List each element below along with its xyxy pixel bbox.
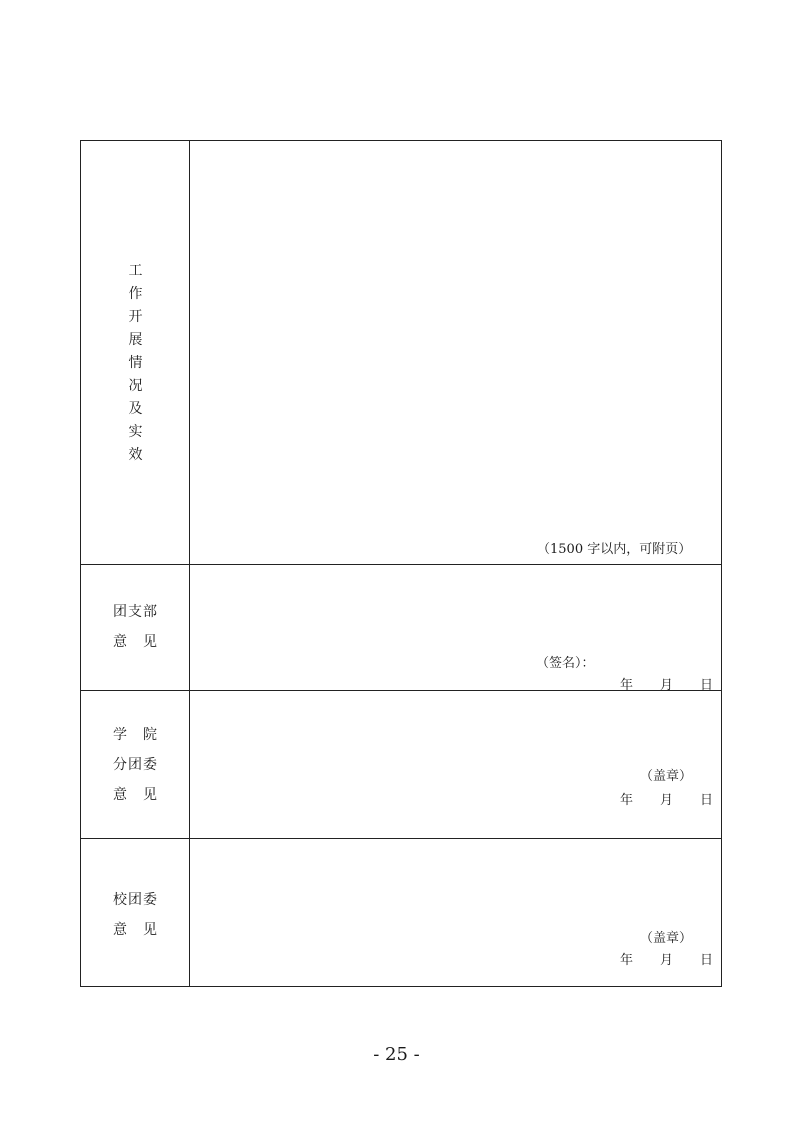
college-opinion-label-line: 分团委 [113, 757, 158, 773]
college-opinion-label [81, 720, 190, 810]
work-section-content-area[interactable] [190, 141, 721, 564]
work-section-row [81, 141, 721, 565]
school-opinion-label [81, 885, 190, 945]
date-month-label: 月 [660, 953, 674, 968]
work-section-label-cell [81, 141, 190, 564]
school-date-line [620, 949, 720, 968]
date-month-label: 月 [660, 793, 674, 808]
school-opinion-label-line: 校团委 [113, 892, 158, 908]
word-limit-note: （1500 字以内，可附页） [537, 542, 692, 557]
branch-date-line [620, 674, 720, 693]
seal-label: （盖章） [640, 769, 693, 784]
school-opinion-content-area[interactable] [190, 839, 721, 986]
date-year-label: 年 [620, 953, 634, 968]
date-year-label: 年 [620, 678, 634, 693]
branch-opinion-content-area[interactable] [190, 565, 721, 693]
college-opinion-label-line: 学 院 [113, 727, 158, 743]
signature-label: （签名）： [536, 656, 595, 671]
branch-opinion-label-cell [81, 565, 190, 690]
date-month-label: 月 [660, 678, 674, 693]
work-section-label-char: 实 [128, 424, 143, 440]
work-section-label [81, 260, 190, 467]
date-day-label: 日 [700, 678, 714, 693]
application-form-table [80, 140, 722, 987]
work-section-label-char: 效 [128, 447, 143, 463]
work-section-label-char: 工 [128, 263, 143, 279]
school-opinion-label-cell [81, 839, 190, 986]
school-opinion-row [81, 839, 721, 986]
work-section-label-char: 开 [128, 309, 143, 325]
date-day-label: 日 [700, 793, 714, 808]
work-section-label-char: 况 [128, 378, 143, 394]
work-section-label-char: 作 [128, 286, 143, 302]
college-opinion-row [81, 691, 721, 839]
college-opinion-label-line: 意 见 [113, 787, 158, 803]
college-opinion-label-cell [81, 691, 190, 838]
page-number: - 25 - [373, 1044, 420, 1065]
work-section-label-char: 情 [128, 355, 143, 371]
date-day-label: 日 [700, 953, 714, 968]
work-section-label-char: 展 [128, 332, 143, 348]
branch-opinion-label-line: 团支部 [113, 604, 158, 620]
branch-opinion-label [81, 597, 190, 657]
branch-opinion-label-line: 意 见 [113, 634, 158, 650]
college-opinion-content-area[interactable] [190, 691, 721, 838]
seal-label: （盖章） [640, 931, 693, 946]
school-opinion-label-line: 意 见 [113, 922, 158, 938]
college-date-line [620, 789, 720, 808]
work-section-label-char: 及 [128, 401, 143, 417]
date-year-label: 年 [620, 793, 634, 808]
branch-opinion-row [81, 565, 721, 691]
